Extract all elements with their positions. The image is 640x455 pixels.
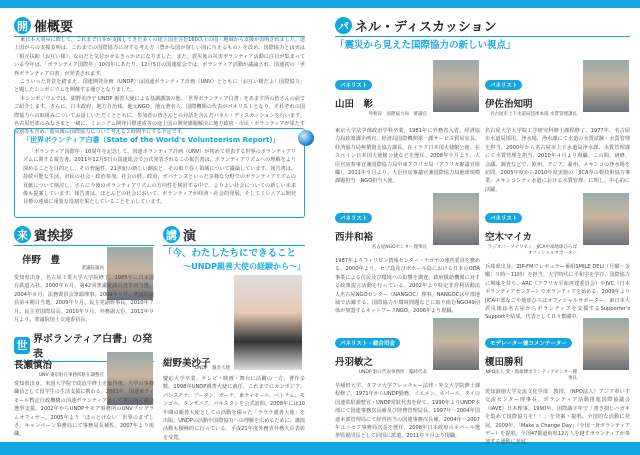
panelist-affiliation: ラジオパーソナリティ、JICA中部地球ひろばオフィシャルサポーター — [487, 245, 577, 256]
panelist-bio: 早稲田大学、タフツ大学フレッチャー法律・外交大学院修士課程修了。1971年からUNDP勤務。イエメン、ネパール、タイの国連常駐調整官・UNDP常駐代表を経て、1990年よりUNDP本部にて国連事務次長補及び財務管理局長。1997年〜2004年国連本部管理局にて経営担当の国連事務次長補。2004年〜2007年ユニセフ事務局次長を歴任。2008年日本政府のネパール選挙監視団長として同国に派遣。2011年９月より現職。 — [335, 383, 480, 440]
overview-badge: 開 — [14, 17, 31, 34]
guest-name: 伴野 豊 — [22, 255, 61, 266]
lecture-heading — [163, 225, 305, 246]
lecturer-photo — [234, 275, 302, 370]
overview-paragraph: 本シンポジウムでは、紺野美沙子 UNDP 親善大使による基調講演の他、「世界ボランティア白書」をあます所の皆さんの前でご紹介します。さらに、日本政府、地方自治体、地元NGO、地元著名人、国際機関の代表がパネリストとなり、それぞれの国際協力への取組みについてお話しいただくとともに、参加者の皆さんとの対話を含んだパネル・ディスカッションを行います。名古屋近郊のみなさまと一緒に、ミレニアム開発目標達成等の途上国の開発課題解決に地方政府・市民・ボランティアが果たす役割等も含め、震災後の国際協力について考える２時間半にする予定です。 — [14, 95, 305, 136]
overview-title: 催概要 — [34, 20, 74, 35]
overview-text — [14, 36, 305, 137]
top-bar — [0, 0, 640, 8]
panelist-card — [335, 60, 480, 186]
panelist-photo — [433, 318, 479, 370]
panelist-role-tag: パネリスト — [485, 213, 522, 223]
panelist-photo — [583, 193, 629, 245]
panel-heading — [335, 16, 630, 37]
panelist-role-tag: パネリスト — [335, 80, 372, 90]
lecturer-name: 紺野美沙子 — [163, 358, 211, 369]
panelist-affiliation: 外務省 国際協力局 審議官 — [368, 112, 427, 117]
lecturer-affiliation: UNDP 親善大使 — [194, 366, 230, 371]
lecture-badge: 講 — [163, 226, 180, 243]
panelist-bio: 愛知淑徳大学交流文化学部 教授。（NPO法人）アジア車いす交流センター理事長。ボランティア活動推進国際協議会（IAVE）日本理事。1990年、国際識字年で「書き損じハガキを集めて国際協力を！！」を発案・提唱、全国的な活動に発展。2009年、「Make a Change Day」（全国一斉ボランティアデー）を提唱。全国47都道府県12万人を越すボランティアが参加する運動に発展。 — [485, 389, 631, 446]
report-box-text: 「ボランティア国際年」10周年を記念して、国連ボランティア計画（UNV）が初めて発表する世界のボランティアリズムに関する報告書。2011年12月5日の国連総会で公式発表されるこの報告書は、ボランティアリズムへの理解をより深めることを目的とし、その普遍性、21世紀の新しい潮流と、その取り巻く領域について議論しています。報告書は、持続可能な生活、市民の社会・政治参加、社会の絆、政府、ガバナンスといった多様な分野でのボランティアリズムの貢献について検討し、さらに今後のボランティアリズムの方向性を検討する中で、よりよい社会についての新しい未来像も提案しています。報告書は、ほとんどの社会において、ボランティアが経済・社会的発展、そしてミレニアム開発目標の達成に重要な役割を果たしていることを示しています。 — [23, 149, 296, 206]
panelist-photo — [433, 193, 479, 245]
report-box-title: 「世界ボランティア白書（State of the World's Volunteerism Report)」 — [23, 136, 280, 144]
panelist-bio: 1987年よりフィリピン情報センター・ナゴヤの運営委員を務める。2000年より、セブ島及びボホール島における日本のODA事業による住民及び環境への影響を調査。政府援助機関に対する政策提言活動を行っている。2002年より特定非営利活動法人名古屋NGOセンター（NANGOC）理事。NANGOCは中部地域で活躍する、国際協力や環境問題などに取り組むNGO49団体が加盟するネットワークNGO。2006年より現職。 — [335, 258, 480, 315]
report-info-box — [14, 128, 305, 218]
panelist-bio: 兵庫県出身。ZIP-FMでレギュラー番組SMILE DELI（月曜〜金曜：９時〜11時）を担当。大学時代に平和学を学び、国際協力に興味を持ち、ARC（アフリカ平和再建委員会）やJVC（日本ボランティアセンター）でボランティアを始める。2009年よりJICA中部なごや地球ひろばオフィシャルサポーター。東日本大震災後は名古屋からボランティアを支援するSupporter's Supportを結成、代表として日々奮闘中。 — [485, 264, 630, 321]
lecture-quote-line1: 「今、わたしたちにできること — [163, 248, 297, 259]
overview-heading — [14, 16, 305, 37]
report-presenter-affiliation: UNV 東京駐在事務所駐在調整官 — [38, 373, 104, 378]
panel-badge: パ — [335, 17, 352, 34]
panelist-card — [485, 193, 630, 322]
panelist-role-tag: パネリスト — [485, 80, 522, 90]
panelist-name: 伊佐治知明 — [485, 99, 533, 110]
guest-heading — [14, 225, 154, 246]
report-presenter-name: 長瀬慎治 — [14, 360, 53, 371]
panelist-card — [485, 318, 630, 447]
guest-title: 賓挨拶 — [34, 229, 74, 244]
panelist-name: 山田 彰 — [335, 99, 374, 110]
guest-affiliation: 衆議院議員 — [81, 266, 104, 271]
panelist-name: 空木マイカ — [485, 232, 533, 243]
guest-badge: 来 — [14, 226, 31, 243]
panelist-photo — [583, 318, 629, 370]
panelist-role-tag: モデレーター兼コメンテーター — [485, 338, 572, 348]
panelist-affiliation: NPO法人 愛・地球博ボランティアセンター理事長 — [485, 370, 577, 381]
panelist-bio: 東京大学法学部政治学科卒業。1981年に外務省入省。経済協力局政策課企画官、経済局国際機関第一課サービス貿易室長、経済協力局無償資金協力課長、在イラク日本国大使館公使、在スペイン日本国大使館公使などを歴任。2008年９月より、大臣官房参事官兼国際協力局中東アフリカ局（アフリカ審議官組織）。2011年９月より、大臣官房審議官兼国際協力局地球規模課題担当 NGO担当大使。 — [335, 128, 480, 185]
panel-subtitle: 「震災から見えた国際協力の新しい視点」 — [335, 40, 516, 51]
globe-icon — [298, 130, 314, 146]
panelist-card — [485, 60, 630, 194]
lecture-title: 演 — [183, 229, 197, 244]
panelist-affiliation: UNDP 駐日代表事務所 臨時代表 — [358, 370, 427, 375]
lecture-quote-line2: 〜UNDP親善大使の経験から〜」 — [183, 262, 305, 271]
panelist-name: 西井和裕 — [335, 232, 374, 243]
panelist-affiliation: 名古屋NGOセンター理事長 — [371, 245, 427, 250]
panelist-role-tag: パネリスト・総合司会 — [335, 338, 400, 348]
panelist-name: 丹羽敏之 — [335, 357, 374, 368]
overview-paragraph: 東日本大震災に際して、これまで日本が支援してきた多くの途上国を含む160以上の国・地域から支援が表明されました。途上国からの支援表明は、これまでの国際協力に対する考え方（豊かな国が貧しい国に与えるもの）を改め、国際協力とは実は「相互扶助（お互い様）」なのだと気付かせるきっかけになりました。また、震災後の災害ボランティア活動に注目が集まっている今年は、「ボランティア国際年」10周年にあたり、12月5日の国連総会では、ボランティア活動が議論され、国連初の「世界ボランティア白書」が発表されます。 — [14, 37, 305, 77]
panelist-name: 榎田勝利 — [485, 357, 524, 368]
panelist-photo — [433, 60, 479, 112]
panelist-bio: 名古屋大学大学院工学研究科修士課程修了。1977年、名古屋市水道局採用。浄水場、浄水課にて水道の水質試験・水質管理を担当。2000年から名古屋市上下水道局浄水課、水質管理課にて水質管理を担当。2010年４月より現職。この間、研修、会議、調査などで、欧州、アジア、豪州、メキシコの浄水場を訪問。2005年度から2010年度実施の「JICA草の根技術協力事業：メキシコシティ水道における水質管理」に関し、中心的に活躍。 — [485, 128, 630, 193]
overview-paragraph: こういった背景を踏まえ、国連開発計画（UNDP）は国連ボランティア計画（UNV）とともに「お互い様だよ！国際協力」と題したシンポジウムを開催する運びとなりました。 — [14, 79, 305, 94]
panelist-photo — [583, 60, 629, 112]
lecturer-bio: 慶応大学卒業。テレビ・映画・舞台に活躍の一方、著作多数。1998年UNDP親善大使に就任。これまでにカンボジア、パレスチナ、ブータン、ガーナ、東ティモール、ベトナム、モンゴル、タンザニア、パキスタンを公式訪問。2008年には10年間の親善大使としての活動を綴った「ラララ親善大使」を出版。UNDPの活動や国際協力への理解を広めるために、講演活動も積極的に行っている。平成21年度外務省外務大臣表彰を受賞。 — [163, 376, 305, 441]
report-title: 界ボランティア白書」の発表 — [32, 334, 153, 360]
panelist-role-tag: パネリスト — [335, 213, 372, 223]
report-presenter-bio: 愛知県出身。米国大学院で政治学修士を取得後、大学の事務職員として留学生の生活支援に携わる。2001年、国連東ティモール暫定行政機構の国連ボランティアとして憲法制定議会選挙支援。2002年からUNDPサモア事務所のUNVプログラムオフィサー。2005年より「ほっとけない 世界のまずしさ」キャンペーン事務局にて事務局長補佐。2007年より現職。 — [14, 381, 154, 438]
panel-title: ネル・ディスカッション — [355, 20, 497, 35]
guest-bio: 愛知県出身。名古屋工業大学大学院修了。1985年に日本国有鉄道入社。2000年６月、第42回衆議院議員選挙初当選。2004年８月、法務委員会筆頭理事。2009年９月、衆議院議員第４期目当選。2009年９月、民主党副幹事長。2010年７月、民主党国際局長。2010年９月、外務副大臣。2011年９月より、衆議院国土交通委員長。 — [14, 275, 154, 324]
report-badge: 世 — [14, 337, 30, 354]
panelist-card — [335, 193, 480, 316]
panelist-card — [335, 318, 480, 441]
panelist-affiliation: 名古屋市上下水道局技術本部 水質管理課長 — [490, 112, 577, 117]
